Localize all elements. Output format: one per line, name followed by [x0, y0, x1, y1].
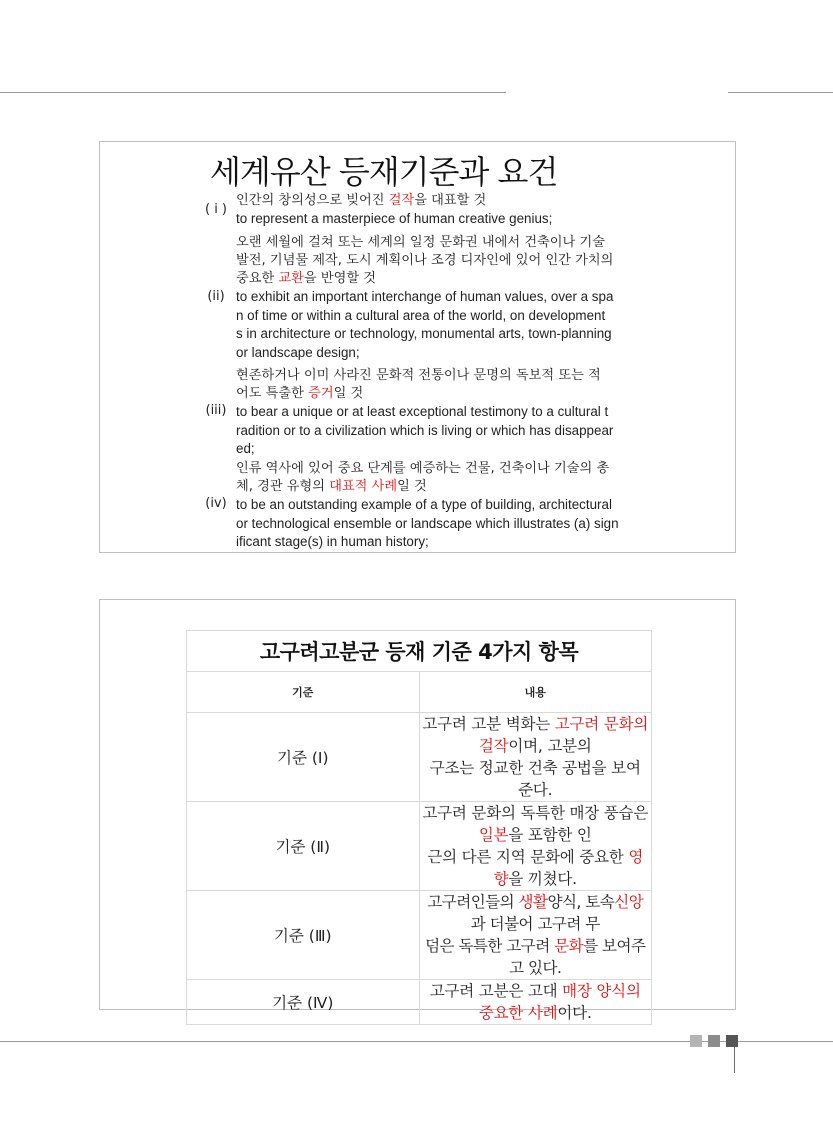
- criterion-ko: 인간의 창의성으로 빚어진 걸작을 대표할 것: [236, 193, 487, 208]
- goguryeo-criteria-slide: [99, 599, 736, 1022]
- pager-square-light: [690, 1035, 702, 1047]
- criterion-label: 기준 (Ⅳ): [187, 980, 420, 1025]
- criterion-content: 고구려 고분 벽화는 고구려 문화의 걸작이며, 고분의 구조는 정교한 건축 공법을 보여 준다.: [419, 713, 652, 802]
- criterion-number: (iii): [205, 403, 227, 418]
- criterion-number: (iv): [205, 496, 227, 511]
- slide-title: 세계유산 등재기준과 요건: [210, 153, 558, 191]
- criterion-en: to bear a unique or at least exceptional testimony to a cultural t radition or to a civilization which is living or which has disappear ed;: [236, 404, 614, 457]
- top-rule-right: [728, 92, 833, 93]
- column-header-content: 내용: [419, 672, 652, 713]
- pager-square-mid: [708, 1035, 720, 1047]
- criteria-table: [186, 630, 652, 1025]
- criterion-en: to exhibit an important interchange of human values, over a spa n of time or within a cultural area of the world, on development s in architecture or technology, monumental arts, town-planning or landscape design;: [236, 289, 614, 360]
- table-row: [187, 891, 652, 980]
- criterion-ko: 오랜 세월에 걸쳐 또는 세계의 일정 문화권 내에서 건축이나 기술 발전, 기념물 제작, 도시 계획이나 조경 디자인에 있어 인간 가치의 중요한 교환을 반영할 것: [236, 235, 614, 286]
- criteria-slide: [99, 141, 736, 553]
- criterion-label: 기준 (Ⅲ): [187, 891, 420, 980]
- column-header-criterion: 기준: [187, 672, 420, 713]
- table-row: [187, 802, 652, 891]
- criterion-en: to be an outstanding example of a type of building, architectural or technological ensemble or landscape which illustrates (a) sign ificant stage(s) in human history;: [236, 497, 619, 550]
- top-rule-left: [0, 92, 506, 93]
- table-row: [187, 980, 652, 1025]
- table-row: [187, 713, 652, 802]
- criterion-label: 기준 (Ⅰ): [187, 713, 420, 802]
- criterion-content: 고구려인들의 생활양식, 토속신앙과 더불어 고구려 무 덤은 독특한 고구려 문화를 보여주고 있다.: [419, 891, 652, 980]
- table-title: 고구려고분군 등재 기준 4가지 항목: [187, 631, 652, 672]
- criterion-number: (ii): [207, 289, 225, 304]
- pager-square-dark: [726, 1035, 738, 1047]
- criterion-number: ( i ): [204, 202, 228, 217]
- criterion-ko: 인류 역사에 있어 중요 단계를 예증하는 건물, 건축이나 기술의 총 체, 경관 유형의 대표적 사례일 것: [236, 461, 610, 494]
- criterion-en: to represent a masterpiece of human creative genius;: [236, 211, 553, 226]
- criterion-label: 기준 (Ⅱ): [187, 802, 420, 891]
- criterion-ko: 현존하거나 이미 사라진 문화적 전통이나 문명의 독보적 또는 적 어도 특출한 증거일 것: [236, 368, 601, 401]
- criterion-content: 고구려 고분은 고대 매장 양식의 중요한 사례이다.: [419, 980, 652, 1025]
- criterion-content: 고구려 문화의 독특한 매장 풍습은 일본을 포함한 인 근의 다른 지역 문화에 중요한 영향을 끼쳤다.: [419, 802, 652, 891]
